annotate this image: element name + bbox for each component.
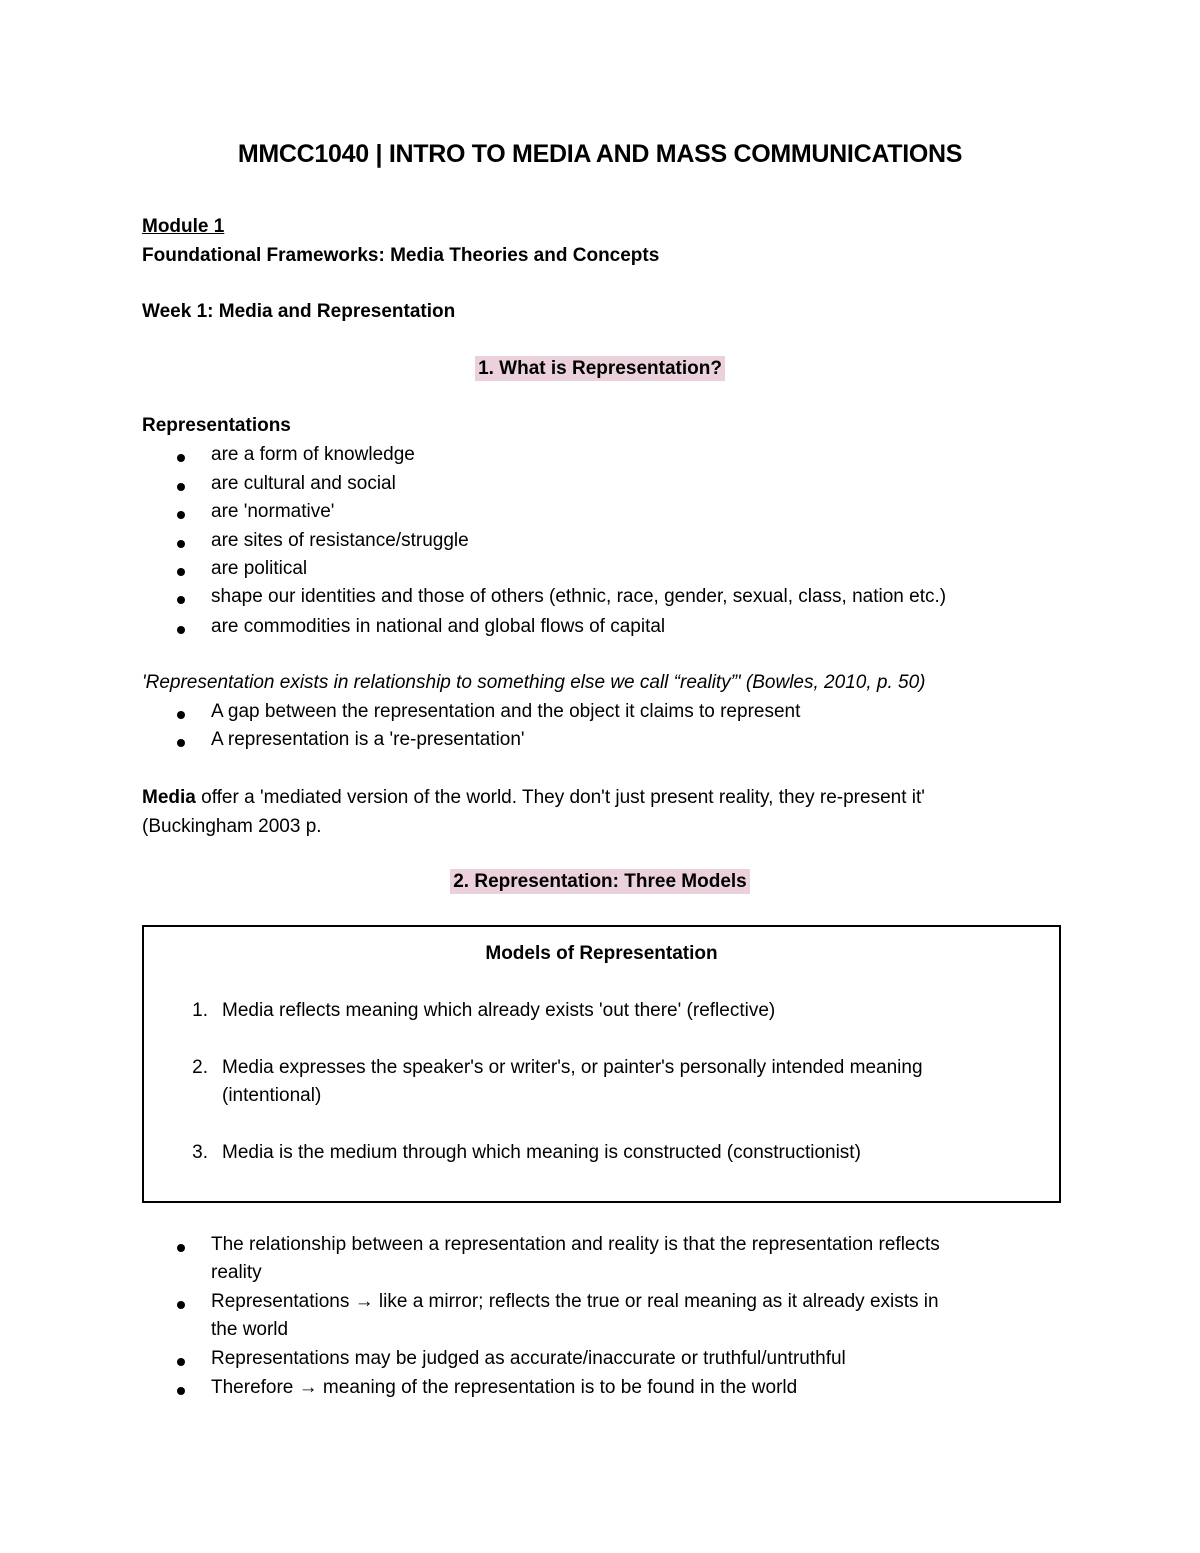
bullet-icon: [177, 1358, 185, 1366]
bullet-icon: [177, 540, 185, 548]
representations-label: Representations: [142, 415, 291, 436]
section2-heading-wrap: [0, 871, 1200, 893]
bullet-icon: [177, 511, 185, 519]
bullet-icon: [177, 739, 185, 747]
document-page: MMCC1040 | INTRO TO MEDIA AND MASS COMMUNICATIONS Module 1 Foundational Frameworks: Media Theories and Concepts Week 1: Media and Representation 1. What is Representation? Representations are a form of knowledge are cultural and social are 'normative' are sites of resistance/struggle are political shape our identities and those of others (ethnic, race, gender, sexual, class, nation etc.) are commodities in national and global flows of capital 'Representation exists in relationship to something else we call “reality”' (Bowles, 2010, p. 50) A gap between the representation and the object it claims to represent A representation is a 're-presentation' Media offer a 'mediated version of the world. They don't just present reality, they re-present it' (Buckingham 2003 p. 2. Representation: Three Models Models of Representation 1. Media reflects meaning which already exists 'out there' (reflective) 2. Media expresses the speaker's or writer's, or painter's personally intended meaning (intentional) 3. Media is the medium through which meaning is constructed (constructionist) The relationship between a representation and reality is that the representation reflects reality Representations → like a mirror; reflects the true or real meaning as it already exists in the world Representations may be judged as accurate/inaccurate or truthful/untruthful Therefore → meaning of the representation is to be found in the world: [0, 0, 1200, 1553]
section1-heading-wrap: [0, 358, 1200, 380]
bullet-icon: [177, 568, 185, 576]
week-heading: Week 1: Media and Representation: [142, 301, 456, 322]
bowles-quote: 'Representation exists in relationship to something else we call “reality”' (Bowles, 2010, p. 50): [142, 672, 926, 693]
models-box: Models of Representation 1. Media reflects meaning which already exists 'out there' (reflective) 2. Media expresses the speaker's or writer's, or painter's personally intended meaning (intentional) 3. Media is the medium through which meaning is constructed (constructionist): [142, 925, 1061, 1203]
models-box-title: Models of Representation: [485, 943, 718, 964]
media-paragraph-line2: (Buckingham 2003 p.: [142, 816, 322, 837]
media-bold: Media: [142, 787, 196, 808]
bullet-icon: [177, 1387, 185, 1395]
module-label: Module 1: [142, 216, 225, 237]
section1-heading: 1. What is Representation?: [475, 356, 725, 381]
module-subtitle: Foundational Frameworks: Media Theories and Concepts: [142, 245, 660, 266]
bullet-icon: [177, 596, 185, 604]
section2-heading: 2. Representation: Three Models: [450, 869, 750, 894]
page-title: MMCC1040 | INTRO TO MEDIA AND MASS COMMUNICATIONS: [237, 140, 963, 168]
bullet-icon: [177, 483, 185, 491]
media-paragraph-line1: Media offer a 'mediated version of the world. They don't just present reality, they re-present it': [142, 787, 925, 808]
bullet-icon: [177, 1301, 185, 1309]
bullet-icon: [177, 454, 185, 462]
bullet-icon: [177, 1244, 185, 1252]
bullet-icon: [177, 626, 185, 634]
bullet-icon: [177, 711, 185, 719]
